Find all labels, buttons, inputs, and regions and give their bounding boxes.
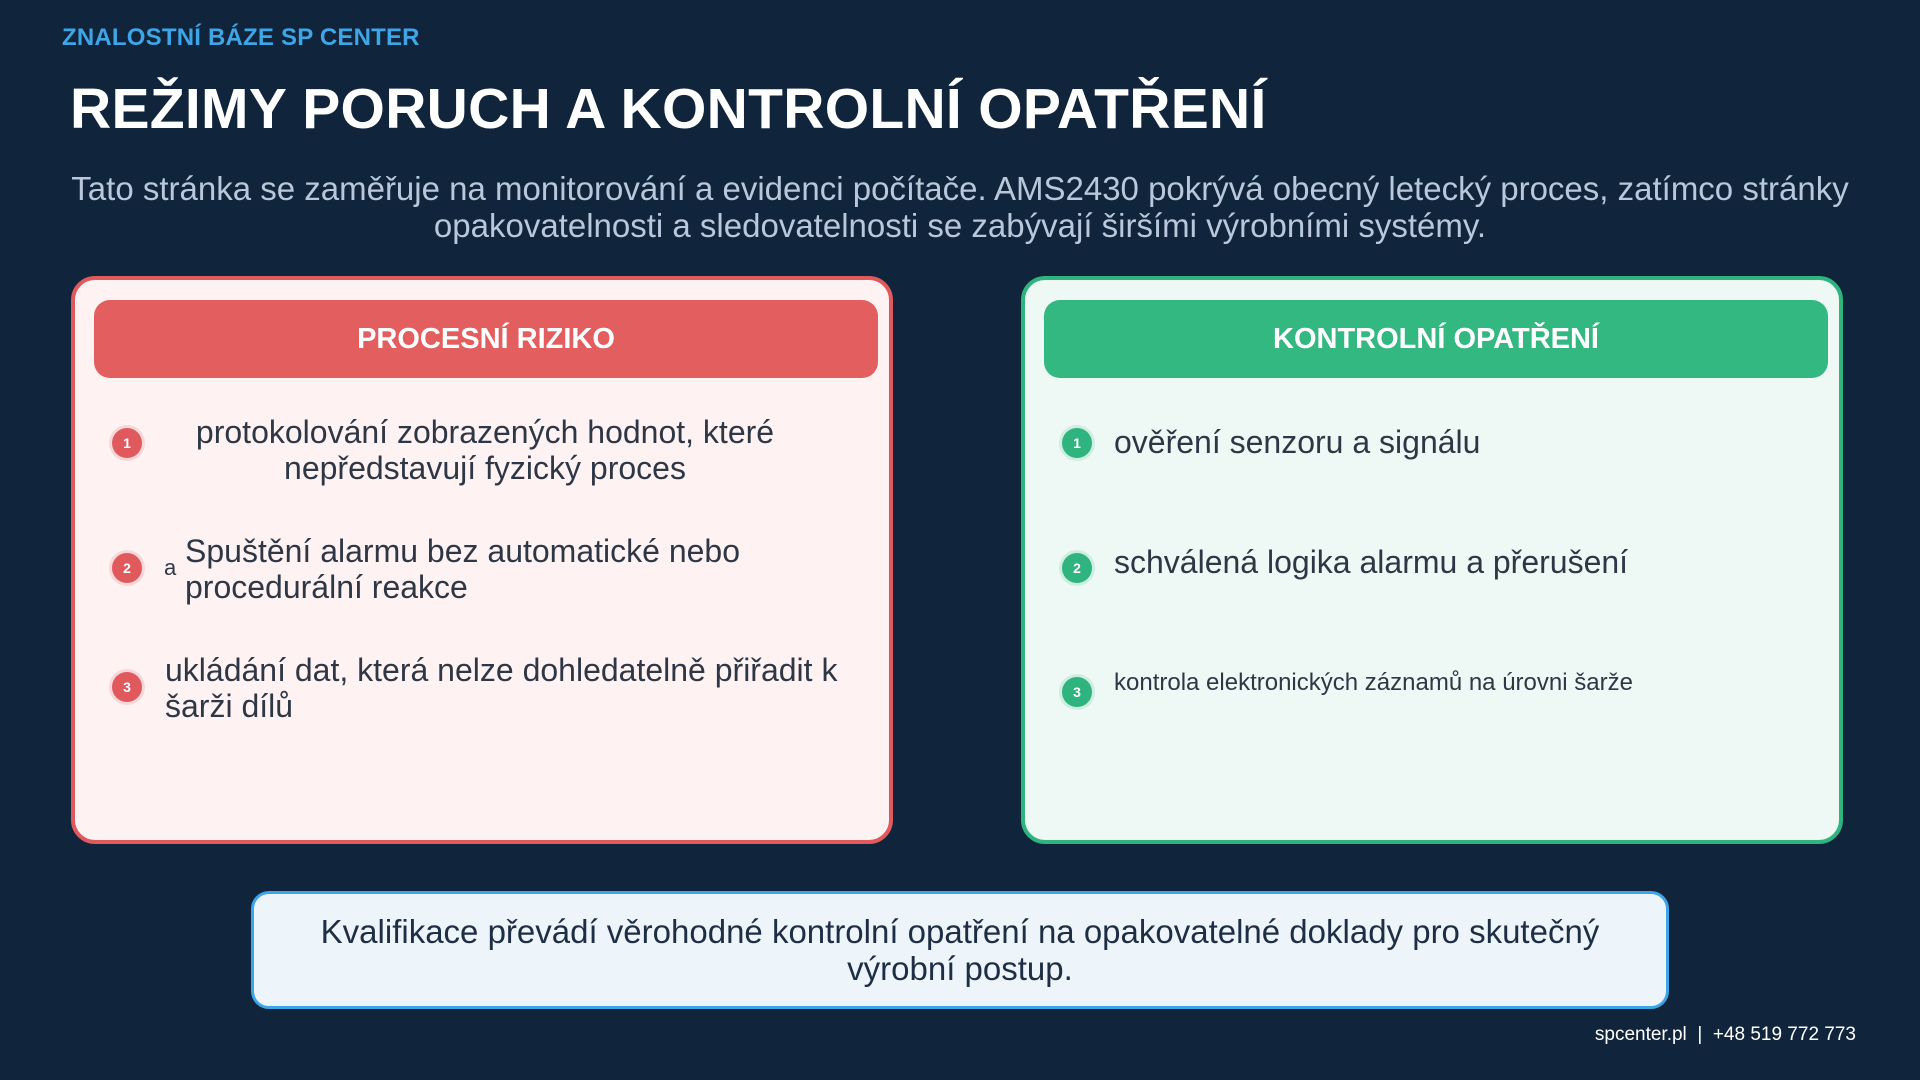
control-item-3-badge: 3 (1062, 677, 1092, 707)
control-item-2-text: schválená logika alarmu a přerušení (1114, 544, 1629, 580)
qualification-note-text: Kvalifikace převádí věrohodné kontrolní opatření na opakovatelné doklady pro skutečný výrobní postup. (320, 913, 1600, 987)
control-item-2-badge: 2 (1062, 553, 1092, 583)
control-measures-panel (1021, 276, 1843, 844)
process-risk-panel (71, 276, 893, 844)
risk-item-1-text: protokolování zobrazených hodnot, které nepředstavují fyzický proces (195, 414, 775, 486)
control-item-3-text: kontrola elektronických záznamů na úrovni šarže (1114, 669, 1633, 696)
risk-item-2-text: Spuštění alarmu bez automatické nebo procedurální reakce (185, 533, 740, 605)
process-risk-heading: PROCESNÍ RIZIKO (94, 300, 878, 378)
page-subtitle: Tato stránka se zaměřuje na monitorování a evidenci počítače. AMS2430 pokrývá obecný letecký proces, zatímco stránky opakovatelnosti a sledovatelnosti se zabývají širšími výrobními systémy. (71, 170, 1849, 244)
risk-item-2-prefix: a (164, 555, 177, 580)
control-item-1-text: ověření senzoru a signálu (1114, 424, 1481, 460)
risk-item-3-text: ukládání dat, která nelze dohledatelně přiřadit k šarži dílů (165, 652, 838, 724)
page-title: REŽIMY PORUCH A KONTROLNÍ OPATŘENÍ (70, 77, 1267, 141)
qualification-note (251, 891, 1669, 1009)
contact-info: spcenter.pl | +48 519 772 773 (1594, 1024, 1856, 1045)
risk-item-2-badge: 2 (112, 553, 142, 583)
risk-item-3-badge: 3 (112, 672, 142, 702)
knowledge-base-label: ZNALOSTNÍ BÁZE SP CENTER (62, 24, 420, 51)
control-measures-heading: KONTROLNÍ OPATŘENÍ (1044, 300, 1828, 378)
control-item-1-badge: 1 (1062, 428, 1092, 458)
risk-item-1-badge: 1 (112, 428, 142, 458)
